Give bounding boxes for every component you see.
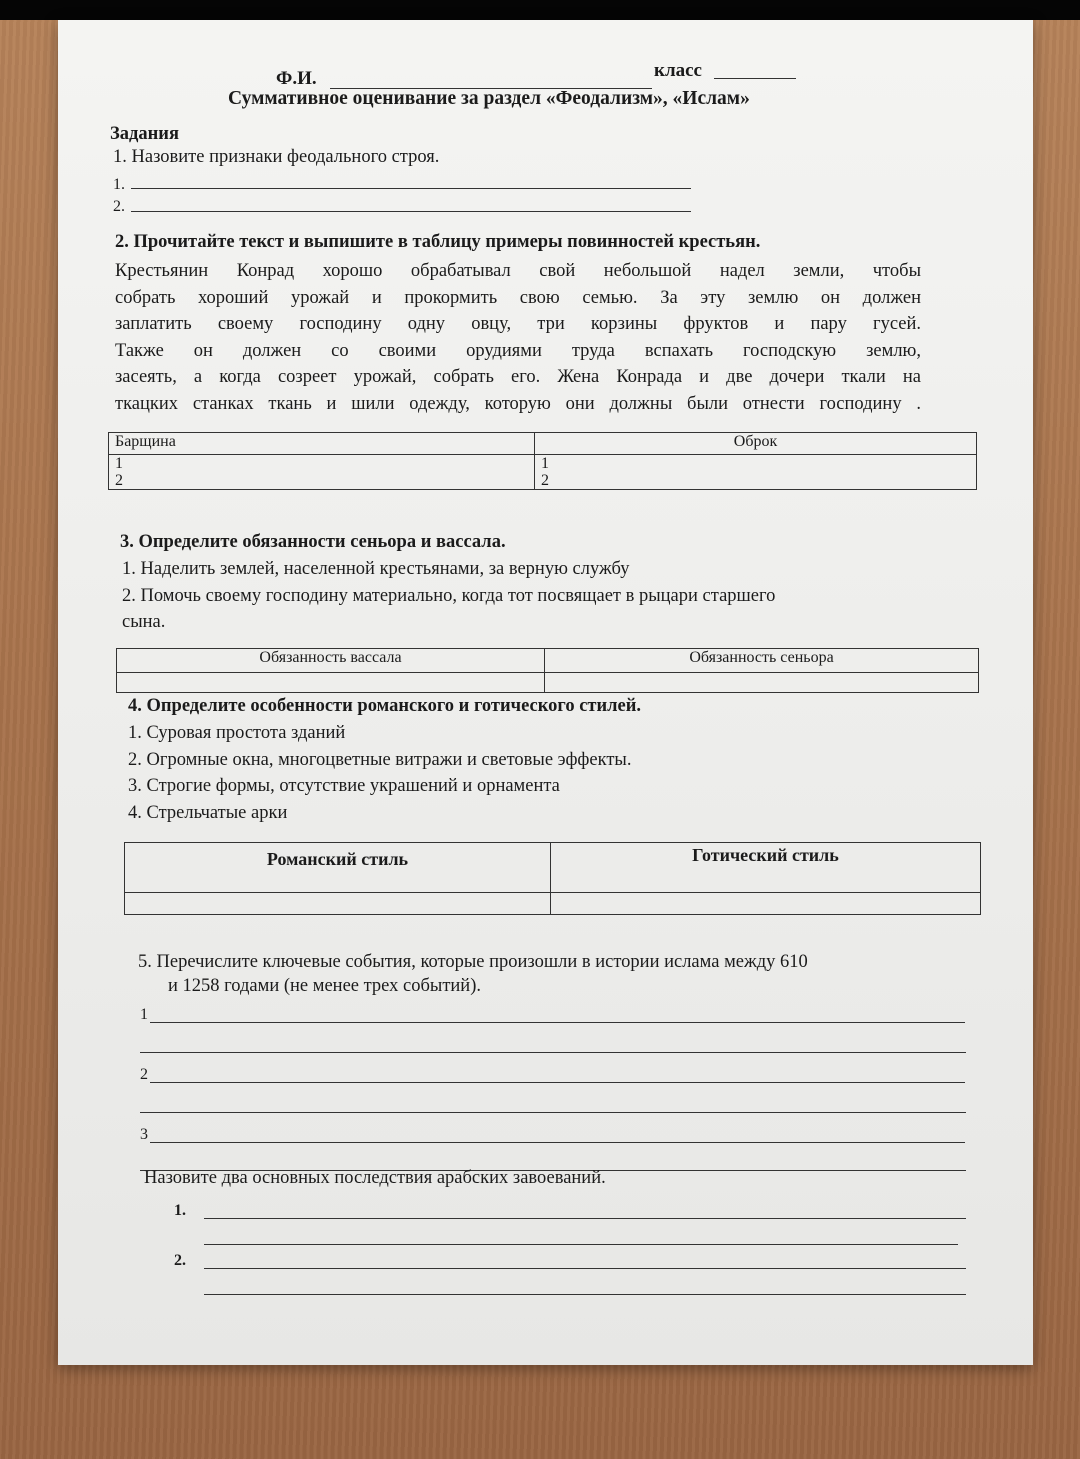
task2-table [108,432,977,490]
task5-answer-2-line[interactable] [150,1082,965,1083]
table-header-gothic [551,843,981,893]
task4-items [128,720,631,826]
table-header-vassal [117,649,545,673]
task5-answer-1-line[interactable] [150,1022,965,1023]
task1-answer-1-label: 1. [113,176,125,193]
task4-item: 1. Суровая простота зданий [128,723,346,743]
obrok-row-2: 2 [541,472,549,489]
task3-items [122,556,775,636]
task2-text-line: засеять, а когда созреет урожай, собрать его. Жена Конрада и две дочери ткали на [115,367,921,387]
task2-text-line: Также он должен со своими орудиями труда вспахать господскую землю, [115,340,921,361]
task3-item: сына. [122,612,166,632]
top-black-bar [0,0,1080,20]
worksheet-paper [58,20,1033,1365]
task2-text-line: Крестьянин Конрад хорошо обрабатывал свой небольшой надел земли, чтобы [115,261,921,281]
senior-duty-label: Обязанность сеньора [689,649,834,666]
obrok-label: Оброк [733,433,778,450]
table-header-barshchina [109,433,535,455]
task5-answer-3-label: 3 [140,1126,148,1143]
table-header-romanesque [125,843,551,893]
task5-answer-2-continuation-line[interactable] [140,1112,966,1113]
task6-question: Назовите два основных последствия арабских завоеваний. [144,1168,606,1188]
task1-answer-2-label: 2. [113,198,125,215]
task5-question-line-2: и 1258 годами (не менее трех событий). [168,976,481,996]
task1-answer-1-line [131,188,691,189]
task6-answer-1-continuation-line[interactable] [204,1244,958,1245]
task1-question: 1. Назовите признаки феодального строя. [113,147,440,167]
task2-text-line: заплатить своему господину одну овцу, три корзины фруктов и пару гусей. [115,314,921,334]
page-title: Суммативное оценивание за раздел «Феодализм», «Ислам» [228,88,750,109]
task5-answer-3-line[interactable] [150,1142,965,1143]
task2-question: 2. Прочитайте текст и выпишите в таблицу примеры повинностей крестьян. [115,232,761,252]
task3-item: 2. Помочь своему господину материально, когда тот посвящает в рыцари старшего [122,585,776,606]
vassal-duty-label: Обязанность вассала [259,649,402,666]
task6-answer-2-continuation-line[interactable] [204,1294,966,1295]
barshchina-answers-cell[interactable] [109,455,535,490]
barshchina-row-2: 2 [115,472,123,489]
task2-text-line: ткацких станках ткань и шили одежду, которую они должны были отнести господину . [115,393,921,414]
task4-item: 2. Огромные окна, многоцветные витражи и световые эффекты. [128,749,632,770]
task5-question-line-1: 5. Перечислите ключевые события, которые произошли в истории ислама между 610 [138,952,808,972]
gothic-style-label: Готический стиль [692,845,839,865]
fio-label: Ф.И. [276,68,317,89]
vassal-answer-cell[interactable] [117,673,545,693]
obrok-row-1: 1 [541,455,549,472]
task5-answer-1-continuation-line[interactable] [140,1052,966,1053]
task5-answer-2-label: 2 [140,1066,148,1083]
task4-table [124,842,981,915]
task2-text-line: собрать хороший урожай и прокормить свою семью. За эту землю он должен [115,287,921,308]
barshchina-label: Барщина [115,433,176,450]
class-answer-line [714,78,796,79]
task6-answer-1-line[interactable] [204,1218,966,1219]
task3-item: 1. Наделить землей, населенной крестьянами, за верную службу [122,559,630,579]
romanesque-style-label: Романский стиль [266,849,409,869]
task6-answer-1-label: 1. [174,1202,186,1219]
task5-answer-1-label: 1 [140,1006,148,1023]
table-header-senior [545,649,979,673]
task4-item: 3. Строгие формы, отсутствие украшений и орнамента [128,776,560,796]
romanesque-answer-cell[interactable] [125,893,551,915]
table-header-obrok [535,433,977,455]
task6-answer-2-line[interactable] [204,1268,966,1269]
task4-question: 4. Определите особенности романского и готического стилей. [128,696,642,716]
class-label: класс [654,60,702,81]
task3-table [116,648,979,693]
task4-item: 4. Стрельчатые арки [128,802,288,823]
senior-answer-cell[interactable] [545,673,979,693]
task6-answer-2-label: 2. [174,1252,186,1269]
task3-question: 3. Определите обязанности сеньора и вассала. [120,532,506,552]
gothic-answer-cell[interactable] [551,893,981,915]
obrok-answers-cell[interactable] [535,455,977,490]
task1-answer-2-line [131,211,691,212]
tasks-heading: Задания [110,124,179,144]
barshchina-row-1: 1 [115,455,123,472]
task2-text [115,258,921,417]
